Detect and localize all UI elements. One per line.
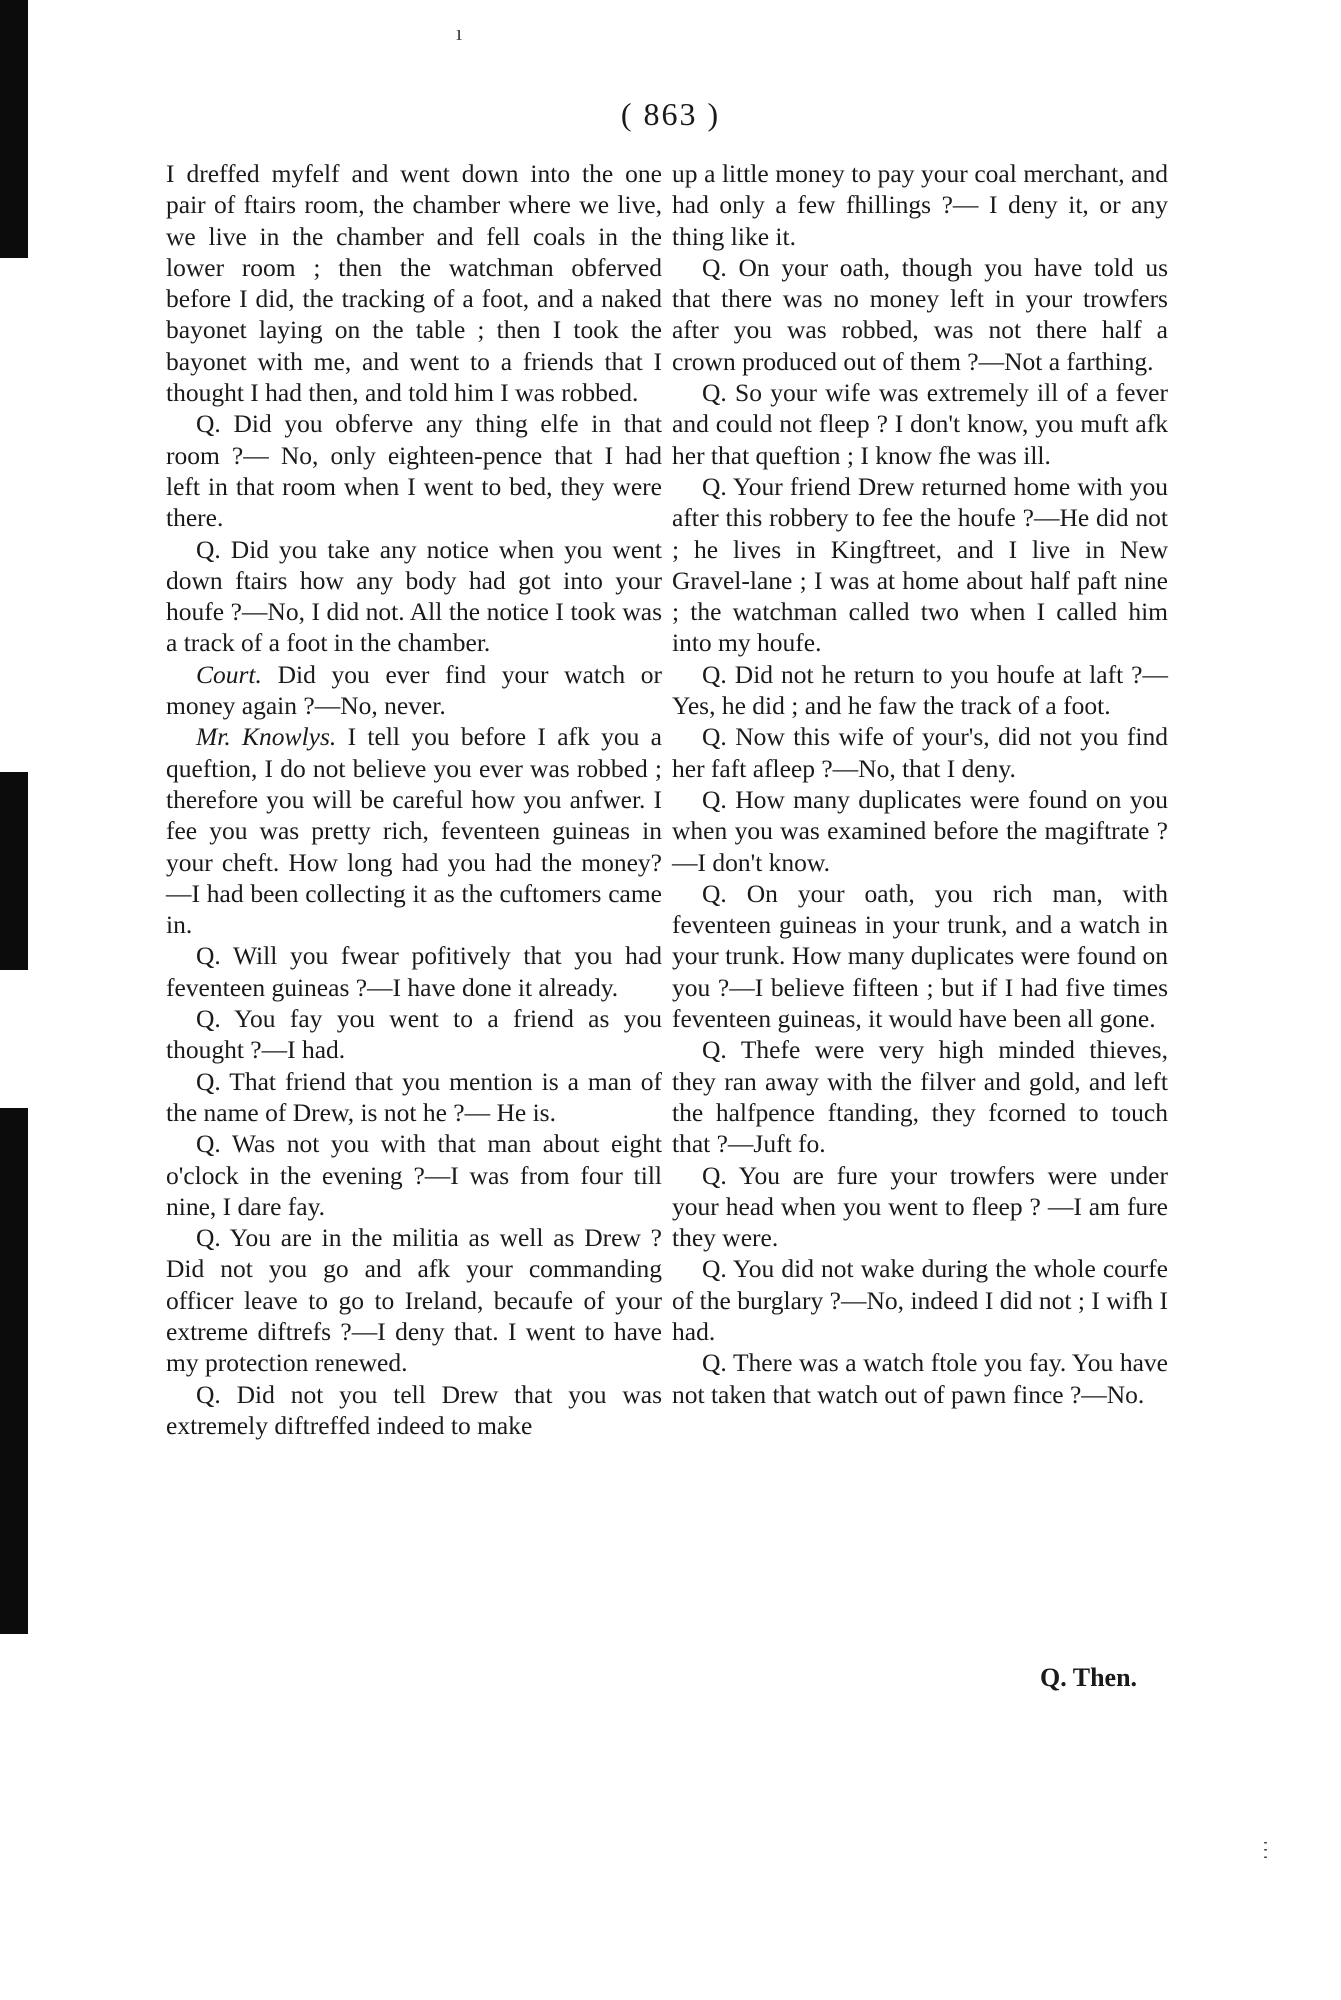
paragraph: Q. On your oath, though you have told us that there was no money left in your trowfers after you was robbed, was not there half a crown produced out of them ?—Not a farthing. xyxy=(672,252,1168,376)
scan-edge-mark xyxy=(0,772,28,970)
paragraph: Q. Did not he return to you houfe at laft ?—Yes, he did ; and he faw the track of a foot. xyxy=(672,659,1168,721)
paragraph: Q. Now this wife of your's, did not you find her faft afleep ?—No, that I deny. xyxy=(672,722,1168,783)
speaker-label: Mr. Knowlys. xyxy=(196,722,337,752)
paragraph: Q. You are in the militia as well as Drew ? Did not you go and afk your commanding officer leave to go to Ireland, becaufe of your extreme diftrefs ?—I deny that. I went to have my protection renewed. xyxy=(166,1223,662,1378)
page-number: ( 863 ) xyxy=(620,96,721,132)
paragraph-text: Did you ever find your watch or money again ?—No, never. xyxy=(166,659,662,721)
paragraph: Q. Did you take any notice when you went down ftairs how any body had got into your houfe ?—No, I did not. All the notice I took was a track of a foot in the chamber. xyxy=(166,534,662,658)
paragraph: Q. So your wife was extremely ill of a fever and could not fleep ? I don't know, you muft afk her that queftion ; I know fhe was ill. xyxy=(672,378,1168,470)
paragraph: up a little money to pay your coal merchant, and had only a few fhillings ?— I deny it, or any thing like it. xyxy=(672,159,1168,251)
paragraph: Q. On your oath, you rich man, with feventeen guineas in your trunk, and a watch in your trunk. How many duplicates were found on you ?—I believe fifteen ; but if I had five times feventeen guineas, it would have been all gone. xyxy=(672,878,1168,1034)
paragraph: Q. Did not you tell Drew that you was extremely diftreffed indeed to make xyxy=(166,1379,662,1440)
paragraph: Q. How many duplicates were found on you when you was examined before the magiftrate ? —I don't know. xyxy=(672,784,1168,877)
paragraph: Q. Thefe were very high minded thieves, they ran away with the filver and gold, and left the halfpence ftanding, they fcorned to touch that ?—Juft fo. xyxy=(672,1035,1168,1159)
paragraph: Q. That friend that you mention is a man of the name of Drew, is not he ?— He is. xyxy=(166,1066,662,1127)
paragraph: Q. Did you obferve any thing elfe in that room ?— No, only eighteen-pence that I had left in that room when I went to bed, they were there. xyxy=(166,409,662,533)
left-column xyxy=(166,158,662,1441)
paragraph xyxy=(166,659,662,722)
catchword: Q. Then. xyxy=(1040,1663,1138,1692)
paragraph: Q. Your friend Drew returned home with you after this robbery to fee the houfe ?—He did not ; he lives in Kingftreet, and I live in New Gravel-lane ; I was at home about half paft nine ; the watchman called two when I called him into my houfe. xyxy=(672,471,1168,658)
speaker-label: Court. xyxy=(196,659,262,689)
paragraph: Q. You did not wake during the whole courfe of the burglary ?—No, indeed I did not ; I wifh I had. xyxy=(672,1254,1168,1346)
paragraph xyxy=(166,721,662,940)
paragraph: Q. You fay you went to a friend as you thought ?—I had. xyxy=(166,1004,662,1065)
right-column xyxy=(672,158,1168,1410)
stray-mark: ⵗ xyxy=(1262,1838,1270,1863)
paragraph-text: I tell you before I afk you a queftion, I do not believe you ever was robbed ; therefore you will be careful how you anfwer. I fee you was pretty rich, feventeen guineas in your cheft. How long had you had the money? —I had been collecting it as the cuftomers came in. xyxy=(166,722,662,940)
stray-mark: ı xyxy=(456,20,463,45)
paragraph: Q. There was a watch ftole you fay. You have not taken that watch out of pawn fince ?—No. xyxy=(672,1348,1168,1409)
scan-edge-mark xyxy=(0,1108,28,1634)
paragraph: Q. Will you fwear pofitively that you had feventeen guineas ?—I have done it already. xyxy=(166,941,662,1002)
paragraph: Q. Was not you with that man about eight o'clock in the evening ?—I was from four till nine, I dare fay. xyxy=(166,1129,662,1221)
paragraph: I dreffed myfelf and went down into the one pair of ftairs room, the chamber where we live, we live in the chamber and fell coals in the lower room ; then the watchman obferved before I did, the tracking of a foot, and a naked bayonet laying on the table ; then I took the bayonet with me, and went to a friends that I thought I had then, and told him I was robbed. xyxy=(166,159,662,408)
paragraph: Q. You are fure your trowfers were under your head when you went to fleep ? —I am fure they were. xyxy=(672,1160,1168,1253)
